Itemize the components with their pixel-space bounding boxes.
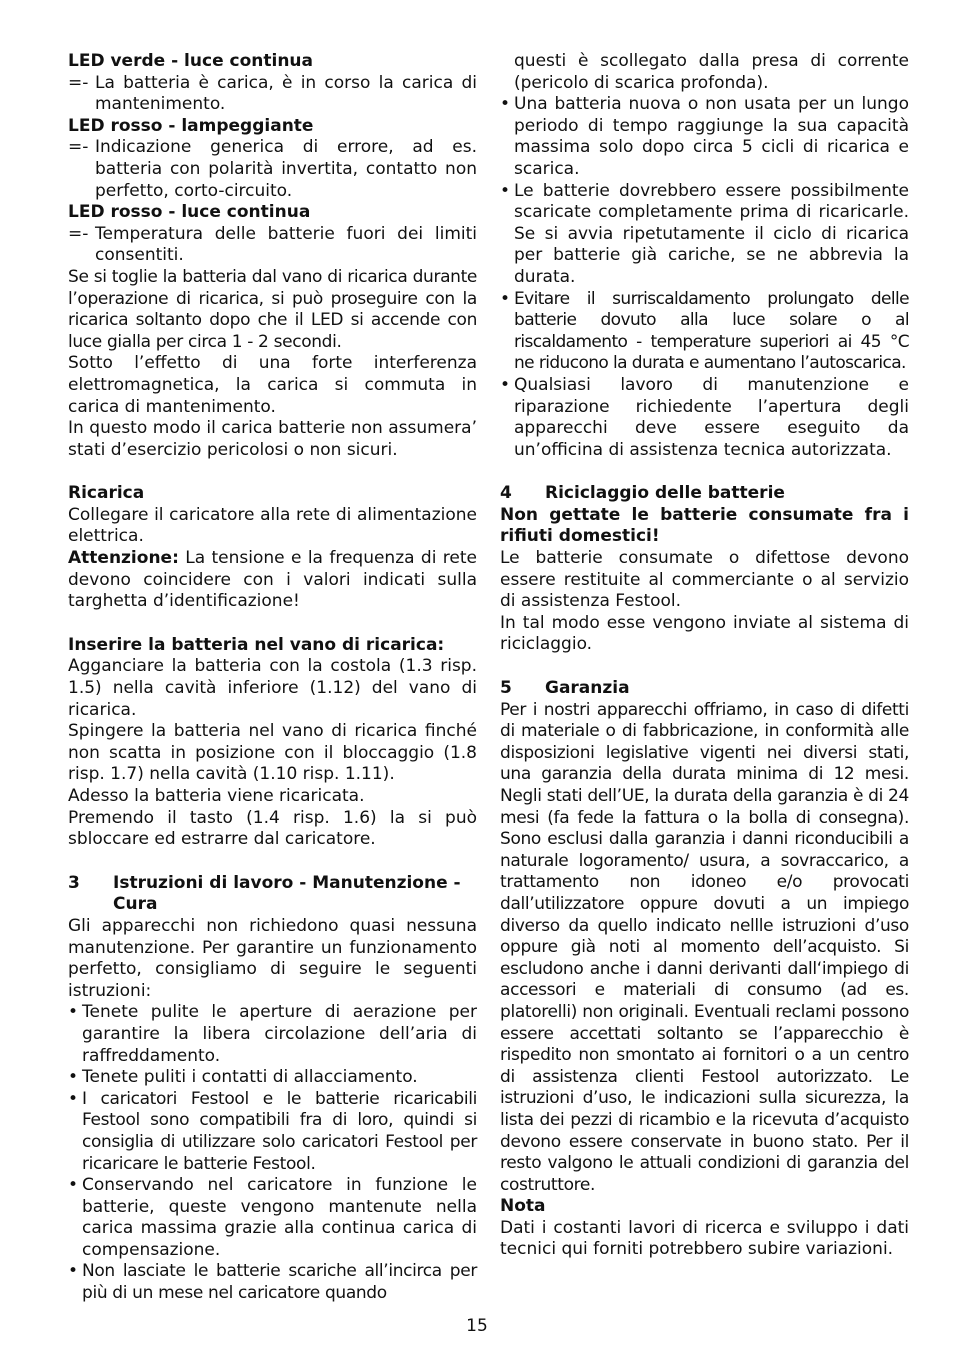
para-remove-battery: Se si toglie la batteria dal vano di ricarica durante l’operazione di ricarica, si può proseguire con la ricarica soltanto dopo che il LED si accende con luce gialla per circa 1 - 2 secondi. xyxy=(68,266,477,352)
dash-marker: =- xyxy=(68,137,89,158)
section-3-intro: Gli apparecchi non richiedono quasi nessuna manutenzione. Per garantire un funzionamento perfetto, consigliamo di seguire le seguenti istruzioni: xyxy=(68,915,477,1001)
led-green-text: La batteria è carica, è in corso la carica di mantenimento. xyxy=(95,72,477,115)
recycling-warning: Non gettate le batterie consumate fra i rifiuti domestici! xyxy=(500,504,909,547)
section-5-heading xyxy=(500,678,909,700)
list-item-text: Le batterie dovrebbero essere possibilmente scaricate completamente prima di ricaricarle. Se si avvia ripetutamente il ciclo di ricarica per batterie già cariche, se ne abbrevia la durata. xyxy=(514,180,909,287)
insert-step-4: Premendo il tasto (1.4 risp. 1.6) la si può sbloccare ed estrarre dal caricatore. xyxy=(68,807,477,850)
right-column xyxy=(500,51,909,1261)
section-number: 4 xyxy=(500,483,512,504)
led-red-blink-item xyxy=(68,137,477,202)
attention-paragraph xyxy=(68,548,477,613)
list-item xyxy=(500,94,909,180)
led-green-item xyxy=(68,73,477,116)
section-title: Riciclaggio delle batterie xyxy=(545,483,785,504)
led-red-blink-text: Indicazione generica di errore, ad es. batteria con polarità invertita, contatto non perfetto, corto-circuito. xyxy=(95,137,477,201)
left-column xyxy=(68,51,477,1305)
list-item-text: Una batteria nuova o non usata per un lungo periodo di tempo raggiunge la sua capacità massima solo dopo circa 5 cicli di ricarica e scarica. xyxy=(514,94,909,179)
insert-step-3: Adesso la batteria viene ricaricata. xyxy=(68,786,365,806)
list-item-text: Evitare il surriscaldamento prolungato delle batterie dovuto alla luce solare o al riscaldamento - temperature superiori ai 45 °C ne riducono la durata e aumentano l’autoscarica. xyxy=(514,288,909,374)
insert-battery-heading: Inserire la batteria nel vano di ricarica: xyxy=(68,634,445,655)
led-red-cont-item xyxy=(68,224,477,267)
warranty-text: Per i nostri apparecchi offriamo, in caso di difetti di materiale o di fabbricazione, in conformità alle disposizioni legislative vigenti nei diversi stati, una garanzia della durata minima di 12 mesi. Negli stati dell’UE, la durata della garanzia è di 24 mesi (fa fede la fattura o la bolla di consegna). Sono esclusi dalla garanzia i danni riconducibili a naturale logoramento/ usura, a sovraccarico, a trattamento non idoneo e/o provocati dall’utilizzatore oppure dovuti a un impiego diverso da quello indicato nellle istruzioni d’uso oppure già noti al momento dell’acquisto. Si escludono anche i danni derivanti dall‘impiego di accessori e materiali di consumo (ad es. platorelli) non originali. Eventuali reclami possono essere accettati soltanto se l’apparecchio è rispedito non smontato ai fornitori o a un centro di assistenza clienti Festool autorizzato. Le istruzioni d’uso, le indicazioni sulla sicurezza, la lista dei pezzi di ricambio e la ricevuta d’acquisto devono essere conservate in buono stato. Per il resto valgono le attuali condizioni di garanzia del costruttore. xyxy=(500,699,909,1195)
list-item-text: Conservando nel caricatore in funzione le batterie, queste vengono mantenute nella carica massima grazie alla continua carica di compensazione. xyxy=(82,1175,477,1260)
dash-marker: =- xyxy=(68,72,89,93)
bullet-marker: • xyxy=(500,288,511,309)
list-item-text: questi è scollegato dalla presa di corrente (pericolo di scarica profonda). xyxy=(514,51,909,93)
bullet-marker: • xyxy=(500,180,511,201)
section-3-heading xyxy=(68,873,477,916)
recycling-text-2: In tal modo esse vengono inviate al sistema di riciclaggio. xyxy=(500,612,909,655)
list-item-text: Tenete pulite le aperture di aerazione per garantire la libera circolazione dell’aria di raffreddamento. xyxy=(82,1002,477,1066)
list-item xyxy=(68,1089,477,1175)
led-green-title: LED verde - luce continua xyxy=(68,51,314,71)
ricarica-heading: Ricarica xyxy=(68,483,145,504)
bullet-marker: • xyxy=(68,1261,79,1282)
bullet-marker: • xyxy=(500,374,511,395)
list-item-continued xyxy=(500,51,909,94)
recycling-text-1: Le batterie consumate o difettose devono essere restituite al commerciante o al servizio di assistenza Festool. xyxy=(500,548,909,612)
bullet-marker: • xyxy=(68,1088,79,1109)
list-item xyxy=(500,375,909,461)
section-title: Garanzia xyxy=(545,678,630,699)
led-red-cont-text: Temperatura delle batterie fuori dei limiti consentiti. xyxy=(95,223,477,266)
bullet-marker: • xyxy=(500,94,511,115)
nota-heading: Nota xyxy=(500,1196,546,1217)
list-item-text: Non lasciate le batterie scariche all’incirca per più di un mese nel caricatore quando xyxy=(82,1261,477,1304)
list-item xyxy=(500,289,909,375)
bullet-marker: • xyxy=(68,1002,79,1023)
para-interference: Sotto l’effetto di una forte interferenza elettromagnetica, la carica si commuta in carica di mantenimento. xyxy=(68,353,477,417)
page-number: 15 xyxy=(466,1316,488,1336)
section-number: 5 xyxy=(500,678,512,699)
list-item-text: Tenete puliti i contatti di allacciamento. xyxy=(82,1067,418,1088)
dash-marker: =- xyxy=(68,223,89,244)
attention-label: Attenzione: xyxy=(68,548,179,569)
list-item xyxy=(68,1175,477,1261)
insert-step-2: Spingere la batteria nel vano di ricarica finché non scatta in posizione con il bloccaggio (1.8 risp. 1.7) nella cavità (1.10 risp. 1.11). xyxy=(68,721,477,785)
nota-text: Dati i costanti lavori di ricerca e sviluppo i dati tecnici qui forniti potrebbero subire variazioni. xyxy=(500,1217,909,1260)
para-safe-operation: In questo modo il carica batterie non assumera’ stati d’esercizio pericolosi o non sicuri. xyxy=(68,418,477,460)
led-red-cont-title: LED rosso - luce continua xyxy=(68,202,311,223)
attention-text: La tensione e la frequenza di rete devono coincidere con i valori indicati sulla targhetta d’identificazione! xyxy=(68,548,477,612)
list-item xyxy=(68,1067,477,1089)
ricarica-text: Collegare il caricatore alla rete di alimentazione elettrica. xyxy=(68,504,477,547)
insert-step-1: Agganciare la batteria con la costola (1.3 risp. 1.5) nella cavità inferiore (1.12) del vano di ricarica. xyxy=(68,656,477,720)
led-red-blink-title: LED rosso - lampeggiante xyxy=(68,115,314,136)
section-4-heading xyxy=(500,483,909,505)
bullet-marker: • xyxy=(68,1175,79,1196)
bullet-marker: • xyxy=(68,1067,79,1088)
section-title: Istruzioni di lavoro - Manutenzione - Cura xyxy=(113,872,461,915)
list-item xyxy=(68,1002,477,1067)
list-item xyxy=(500,181,909,289)
list-item xyxy=(68,1261,477,1304)
list-item-text: I caricatori Festool e le batterie ricaricabili Festool sono compatibili fra di loro, quindi si consiglia di utilizzare solo caricatori Festool per ricaricare le batterie Festool. xyxy=(82,1088,477,1174)
list-item-text: Qualsiasi lavoro di manutenzione e riparazione richiedente l’apertura degli apparecchi deve essere eseguito da un’officina di assistenza tecnica autorizzata. xyxy=(514,374,909,460)
section-number: 3 xyxy=(68,872,80,893)
